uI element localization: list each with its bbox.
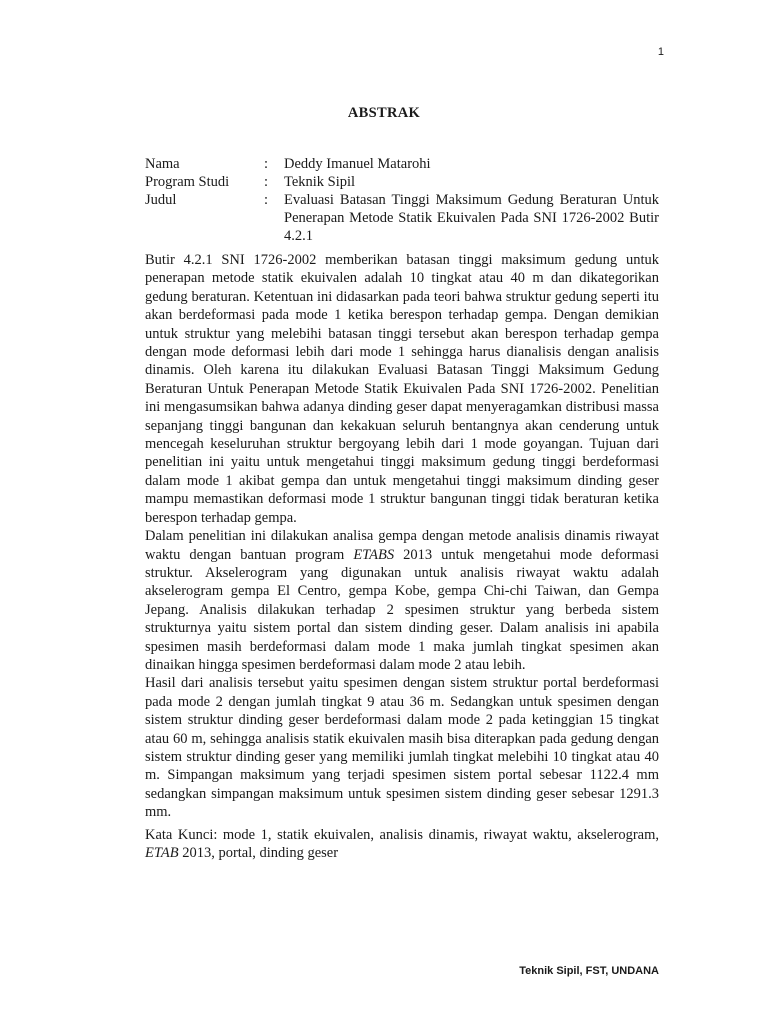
meta-row-title xyxy=(145,191,659,245)
meta-value-title: Evaluasi Batasan Tinggi Maksimum Gedung Beraturan Untuk Penerapan Metode Statik Ekuivalen Pada SNI 1726-2002 Butir 4.2.1 xyxy=(284,192,659,244)
meta-row-program xyxy=(145,173,659,191)
meta-row-name xyxy=(145,155,659,173)
program-name: ETABS xyxy=(353,546,395,563)
keywords-text-a: Kata Kunci: mode 1, statik ekuivalen, analisis dinamis, riwayat waktu, akselerogram, xyxy=(145,827,659,843)
paragraph-background: Butir 4.2.1 SNI 1726-2002 memberikan batasan tinggi maksimum gedung untuk penerapan metode statik ekuivalen adalah 10 tingkat atau 40 m dan dikategorikan gedung beraturan. Ketentuan ini didasarkan pada teori bahwa struktur gedung seperti itu akan berdeformasi pada mode 1 ketika berespon terhadap gempa. Dengan demikian untuk struktur yang melebihi batasan tinggi tersebut akan berespon terhadap gempa dengan mode deformasi lebih dari mode 1 sehingga harus dianalisis dengan analisis dinamis. Oleh karena itu dilakukan Evaluasi Batasan Tinggi Maksimum Gedung Beraturan Untuk Penerapan Metode Statik Ekuivalen Pada SNI 1726-2002. Penelitian ini mengasumsikan bahwa adanya dinding geser dapat menyeragamkan distribusi massa sepanjang tinggi bangunan dan kekakuan seluruh bentangnya akan cenderung untuk mencegah keseluruhan struktur bergoyang lebih dari 1 mode goyangan. Tujuan dari penelitian ini yaitu untuk mengetahui tinggi maksimum gedung tinggi berdeformasi dalam mode 1 akibat gempa dan untuk mengetahui tinggi maksimum dinding geser mampu memastikan deformasi mode 1 struktur bangunan tinggi tidak beraturan ketika berespon terhadap gempa. xyxy=(145,252,659,526)
paragraph-method xyxy=(145,527,659,674)
meta-label: Program Studi xyxy=(145,174,230,190)
meta-colon: : xyxy=(264,156,269,172)
meta-label: Judul xyxy=(145,192,177,208)
page-number: 1 xyxy=(657,46,664,58)
meta-colon: : xyxy=(264,174,269,190)
meta-label: Nama xyxy=(145,156,180,172)
meta-colon: : xyxy=(264,192,269,208)
paragraph-method-text-b: 2013 untuk mengetahui mode deformasi struktur. Akselerogram yang digunakan untuk analisis riwayat waktu adalah akselerogram gempa El Centro, gempa Kobe, gempa Chi-chi Taiwan, dan Gempa Jepang. Analisis dilakukan terhadap 2 spesimen struktur yang berbeda sistem strukturnya yaitu sistem portal dan sistem dinding geser. Dalam analisis ini apabila spesimen masih berdeformasi dalam mode 1 maka jumlah tingkat spesimen akan dinaikan hingga spesimen berdeformasi dalam mode 2 atau lebih. xyxy=(145,546,659,673)
keywords-program-name: ETAB xyxy=(145,845,179,862)
meta-value-program: Teknik Sipil xyxy=(284,174,356,190)
keywords-text-b: 2013, portal, dinding geser xyxy=(178,845,339,862)
meta-value-name: Deddy Imanuel Matarohi xyxy=(284,156,431,172)
paragraph-method-text-a: Dalam penelitian ini dilakukan analisa gempa dengan metode analisis dinamis riwayat waktu dengan bantuan program xyxy=(145,528,659,563)
keywords xyxy=(145,826,659,863)
abstract-metadata xyxy=(145,155,659,245)
abstract-body xyxy=(145,251,659,822)
page-title: ABSTRAK xyxy=(347,105,421,121)
page-footer: Teknik Sipil, FST, UNDANA xyxy=(519,965,659,977)
paragraph-results: Hasil dari analisis tersebut yaitu spesimen dengan sistem struktur portal berdeformasi pada mode 2 dengan jumlah tingkat 9 atau 36 m. Sedangkan untuk spesimen dengan sistem struktur dinding geser berdeformasi dalam mode 2 pada ketinggian 15 tingkat atau 60 m, sehingga analisis statik ekuivalen masih bisa diterapkan pada gedung dengan sistem struktur dinding geser yang memiliki jumlah tingkat melebihi 10 tingkat atau 40 m. Simpangan maksimum yang terjadi spesimen sistem portal sebesar 1122.4 mm sedangkan simpangan maksimum untuk spesimen sistem dinding geser sebesar 1291.3 mm. xyxy=(145,675,659,821)
